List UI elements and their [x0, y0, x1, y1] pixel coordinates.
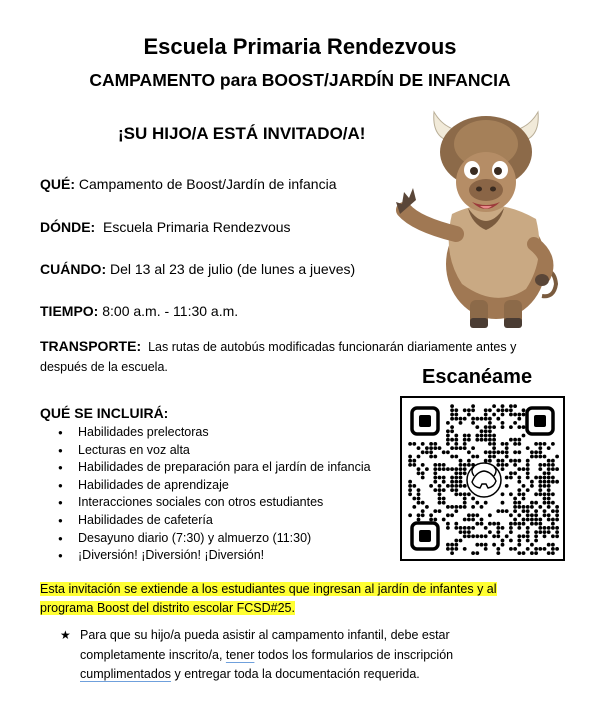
- requirement-text-1: Para que su hijo/a pueda asistir al campamento infantil, debe estar completamente inscrito/a,: [80, 628, 450, 662]
- star-bullet-icon: ★: [60, 628, 71, 642]
- transporte-value: Las rutas de autobús modificadas funcionarán diariamente antes y después de la escuela.: [40, 340, 520, 374]
- qr-code-icon: [402, 398, 563, 559]
- donde-row: [40, 219, 291, 235]
- list-item: ● Habilidades de aprendizaje: [56, 477, 371, 495]
- requirement-note: [60, 626, 520, 685]
- transporte-label: TRANSPORTE:: [40, 338, 142, 354]
- cuando-value: Del 13 al 23 de julio (de lunes a jueves): [106, 261, 356, 277]
- school-title: Escuela Primaria Rendezvous: [143, 34, 457, 59]
- list-item: ● Habilidades prelectoras: [56, 424, 371, 442]
- cuando-label: CUÁNDO:: [40, 261, 107, 277]
- eligibility-note: [40, 580, 540, 618]
- que-value: Campamento de Boost/Jardín de infancia: [75, 176, 337, 192]
- list-item: ● Habilidades de preparación para el jardín de infancia: [56, 459, 371, 477]
- qr-label: Escanéame: [422, 366, 533, 388]
- donde-value: Escuela Primaria Rendezvous: [95, 219, 291, 235]
- tiempo-value: 8:00 a.m. - 11:30 a.m.: [98, 303, 239, 319]
- tiempo-row: [40, 303, 238, 319]
- tiempo-label: TIEMPO:: [40, 303, 99, 319]
- camp-title: CAMPAMENTO para BOOST/JARDÍN DE INFANCIA: [89, 70, 511, 90]
- includes-list: [56, 424, 371, 565]
- eligibility-note-text: Esta invitación se extiende a los estudiantes que ingresan al jardín de infantes y al programa Boost del distrito escolar FCSD#25.: [40, 582, 497, 615]
- list-item: ● ¡Diversión! ¡Diversión! ¡Diversión!: [56, 547, 371, 565]
- requirement-text-2: todos los formularios de inscripción: [254, 647, 454, 662]
- qr-code[interactable]: [400, 396, 565, 561]
- list-item: ● Desayuno diario (7:30) y almuerzo (11:30): [56, 530, 371, 548]
- que-row: [40, 176, 337, 192]
- requirement-tener: tener: [225, 647, 255, 662]
- donde-label: DÓNDE:: [40, 219, 96, 235]
- list-item: ● Habilidades de cafetería: [56, 512, 371, 530]
- cuando-row: [40, 261, 355, 277]
- que-label: QUÉ:: [40, 176, 75, 192]
- invitation-heading: ¡SU HIJO/A ESTÁ INVITADO/A!: [118, 124, 366, 143]
- list-item: ● Interacciones sociales con otros estudiantes: [56, 494, 371, 512]
- list-item: ● Lecturas en voz alta: [56, 442, 371, 460]
- bison-mascot-icon: [384, 104, 564, 332]
- requirement-cumplimentados: cumplimentados: [80, 667, 172, 681]
- requirement-text-3: y entregar toda la documentación requerida.: [171, 667, 420, 681]
- includes-title: QUÉ SE INCLUIRÁ:: [40, 405, 169, 421]
